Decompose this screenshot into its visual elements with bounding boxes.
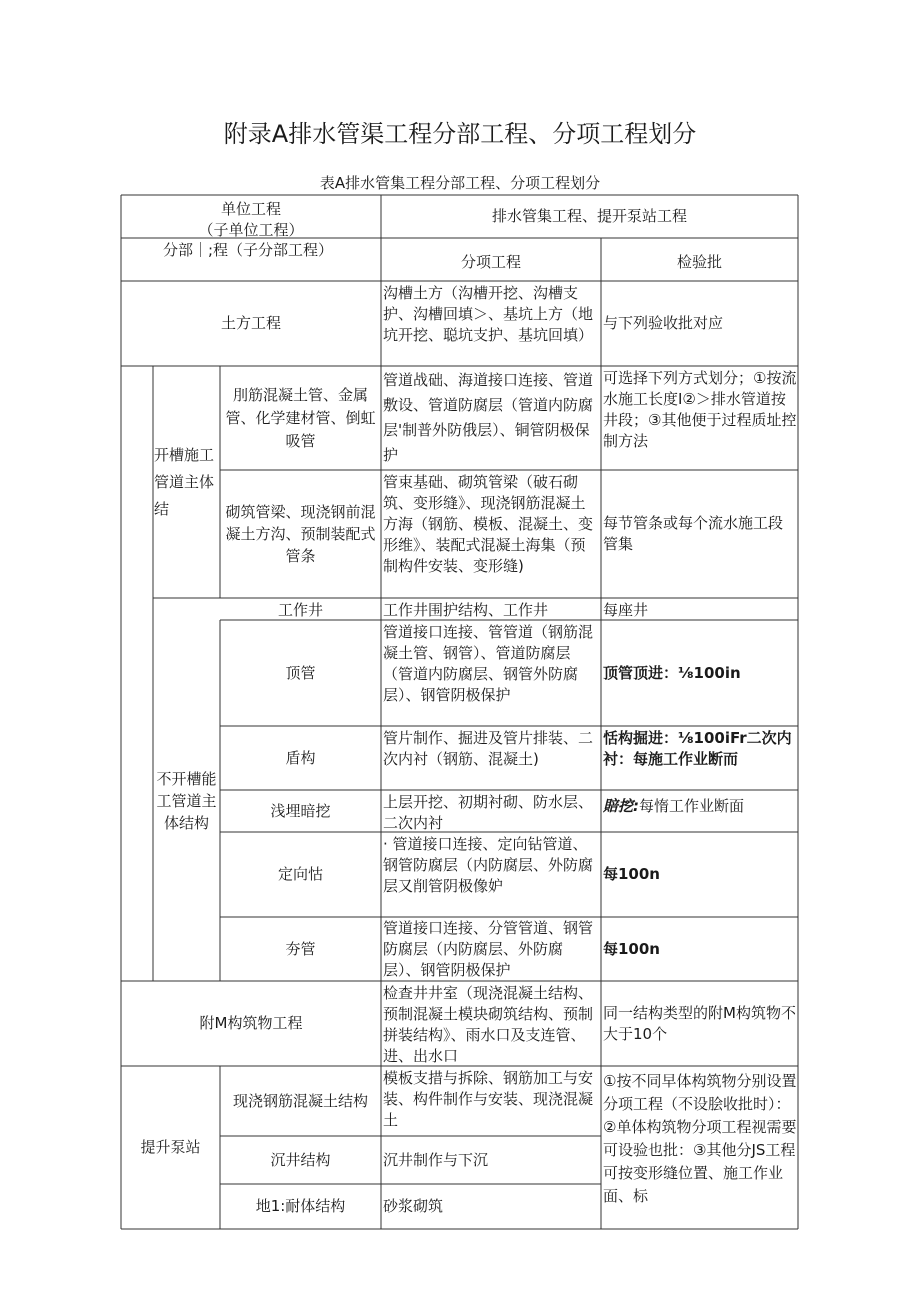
- well-batch: 每座井: [603, 601, 649, 619]
- pump-sub1-name: 现浇钢筋混凝土结构: [232, 1091, 368, 1110]
- open-trench-sub1-items: 管道战础、海道接口连接、管道敷设、管道防腐层（管道内防腐层'制普外防俄层）、铜管阴极保护: [383, 371, 594, 464]
- shallow-batch-prefix: 賠挖:: [603, 797, 639, 815]
- jacking-items: 管道接口连接、管管道（钢筋混凝土管、钢管）、管道防腐层（管道内防腐层、钢管外防腐层）、钢管阴极保护: [383, 623, 594, 704]
- unit-label: 单位工程: [220, 200, 281, 218]
- pump-sub2-name: 沉井结构: [270, 1150, 331, 1169]
- jacking-batch: [603, 620, 797, 726]
- shield-items: 管片制作、掘进及管片排装、二次内衬（钢筋、混凝土): [383, 729, 594, 768]
- pump-station-group: 提升泵站: [140, 1138, 201, 1156]
- shallow-items: 上层开挖、初期衬砌、防水层、二次内衬: [383, 793, 594, 832]
- shallow-batch-text: 每惰工作业断面: [639, 797, 745, 815]
- pump-sub1-items: 模板支措与拆除、钢筋加工与安装、构件制作与安装、现浇混凝土: [383, 1069, 594, 1129]
- unit-sub-label: （子单位工程）: [198, 221, 304, 238]
- batch-label: 检验批: [676, 252, 722, 271]
- ancillary-part: 附M构筑物工程: [199, 1014, 303, 1032]
- jacking-batch-text: 顶管顶进：⅛100in: [603, 663, 741, 682]
- pump-station-batch: ①按不同早体构筑物分别设置分项工程（不设脍收批时）：②单体构筑物分项工程视需要可设验也批：③其他分JS工程可按变形缝位置、施工作业面、标: [603, 1072, 797, 1205]
- directional-batch: 每100n: [603, 865, 660, 883]
- earthwork-batch: 与下列验收批对应: [603, 314, 724, 332]
- pump-sub2-items: 沉井制作与下沉: [383, 1150, 489, 1169]
- well-name: 工作井: [277, 600, 323, 619]
- directional-name: 定向怙: [277, 865, 323, 883]
- open-trench-group: 开槽施工管道主体结: [154, 445, 215, 518]
- part-label: 分部｜;程（子分部工程）: [163, 241, 334, 259]
- ram-batch: 每100n: [603, 939, 660, 958]
- open-trench-sub2-batch: 每节管条或每个流水施工段管集: [603, 514, 784, 553]
- pump-sub3-items: 砂浆砌筑: [383, 1197, 444, 1215]
- jacking-name: 顶管: [285, 663, 316, 682]
- earthwork-items: 沟槽土方（沟槽开挖、沟槽支护、沟槽回填＞、基坑上方（地坑开挖、聪坑支护、基坑回填）: [383, 284, 594, 344]
- directional-items: · 管道接口连接、定向钻管道、钢管防腐层（内防腐层、外防腐层又削管阴极像妒: [383, 835, 594, 895]
- well-items: 工作井围护结构、工作井: [383, 601, 549, 619]
- trenchless-group: 不开槽能工管道主体结构: [156, 769, 217, 832]
- document-title: 附录A排水管渠工程分部工程、分项工程划分: [223, 120, 697, 148]
- ram-items: 管道接口连接、分管管道、钢管防腐层（内防腐层、外防腐层）、钢管阴极保护: [383, 919, 594, 979]
- shallow-batch: [603, 796, 797, 820]
- shallow-name: 浅埋暗挖: [270, 801, 331, 820]
- shield-name: 盾构: [285, 748, 316, 767]
- ancillary-items: 检查井井室（现浇混凝土结构、预制混凝土模块砌筑结构、预制拼装结构》、雨水口及支连管、进、出水口: [383, 984, 594, 1065]
- earthwork-part: 土方工程: [220, 314, 281, 332]
- ancillary-batch: 同一结构类型的附M构筑物不大于10个: [603, 1003, 796, 1043]
- item-label: 分项工程: [460, 252, 521, 271]
- table-caption: 表A排水管集工程分部工程、分项工程划分: [319, 174, 601, 192]
- unit-label-cell: [121, 199, 381, 238]
- pump-sub3-name: 地1:耐体结构: [255, 1197, 346, 1215]
- shield-batch: 恬构掘进：⅛100iFr二次内衬：每施工作业断而: [603, 729, 792, 768]
- open-trench-sub2-items: 管束基础、砌筑管梁（破石砌筑、变形缝》、现浇钢筋混凝土方海（钢筋、模板、混凝土、变形维》、装配式混凝土海集（预制构件安装、变形缝): [383, 473, 594, 575]
- open-trench-sub2-name: 砌筑管梁、现浇钢前混凝土方沟、预制装配式管条: [225, 503, 376, 565]
- ram-name: 夯管: [285, 939, 316, 958]
- open-trench-sub1-name: 刖筋混凝土管、金属管、化学建材管、倒虹吸管: [225, 385, 376, 450]
- open-trench-sub1-batch: 可选择下列方式划分；①按流水施工长度I②＞排水管道按井段；③其他便于过程质址控制方法: [603, 369, 797, 450]
- unit-value: 排水管集工程、提开泵站工程: [491, 207, 687, 225]
